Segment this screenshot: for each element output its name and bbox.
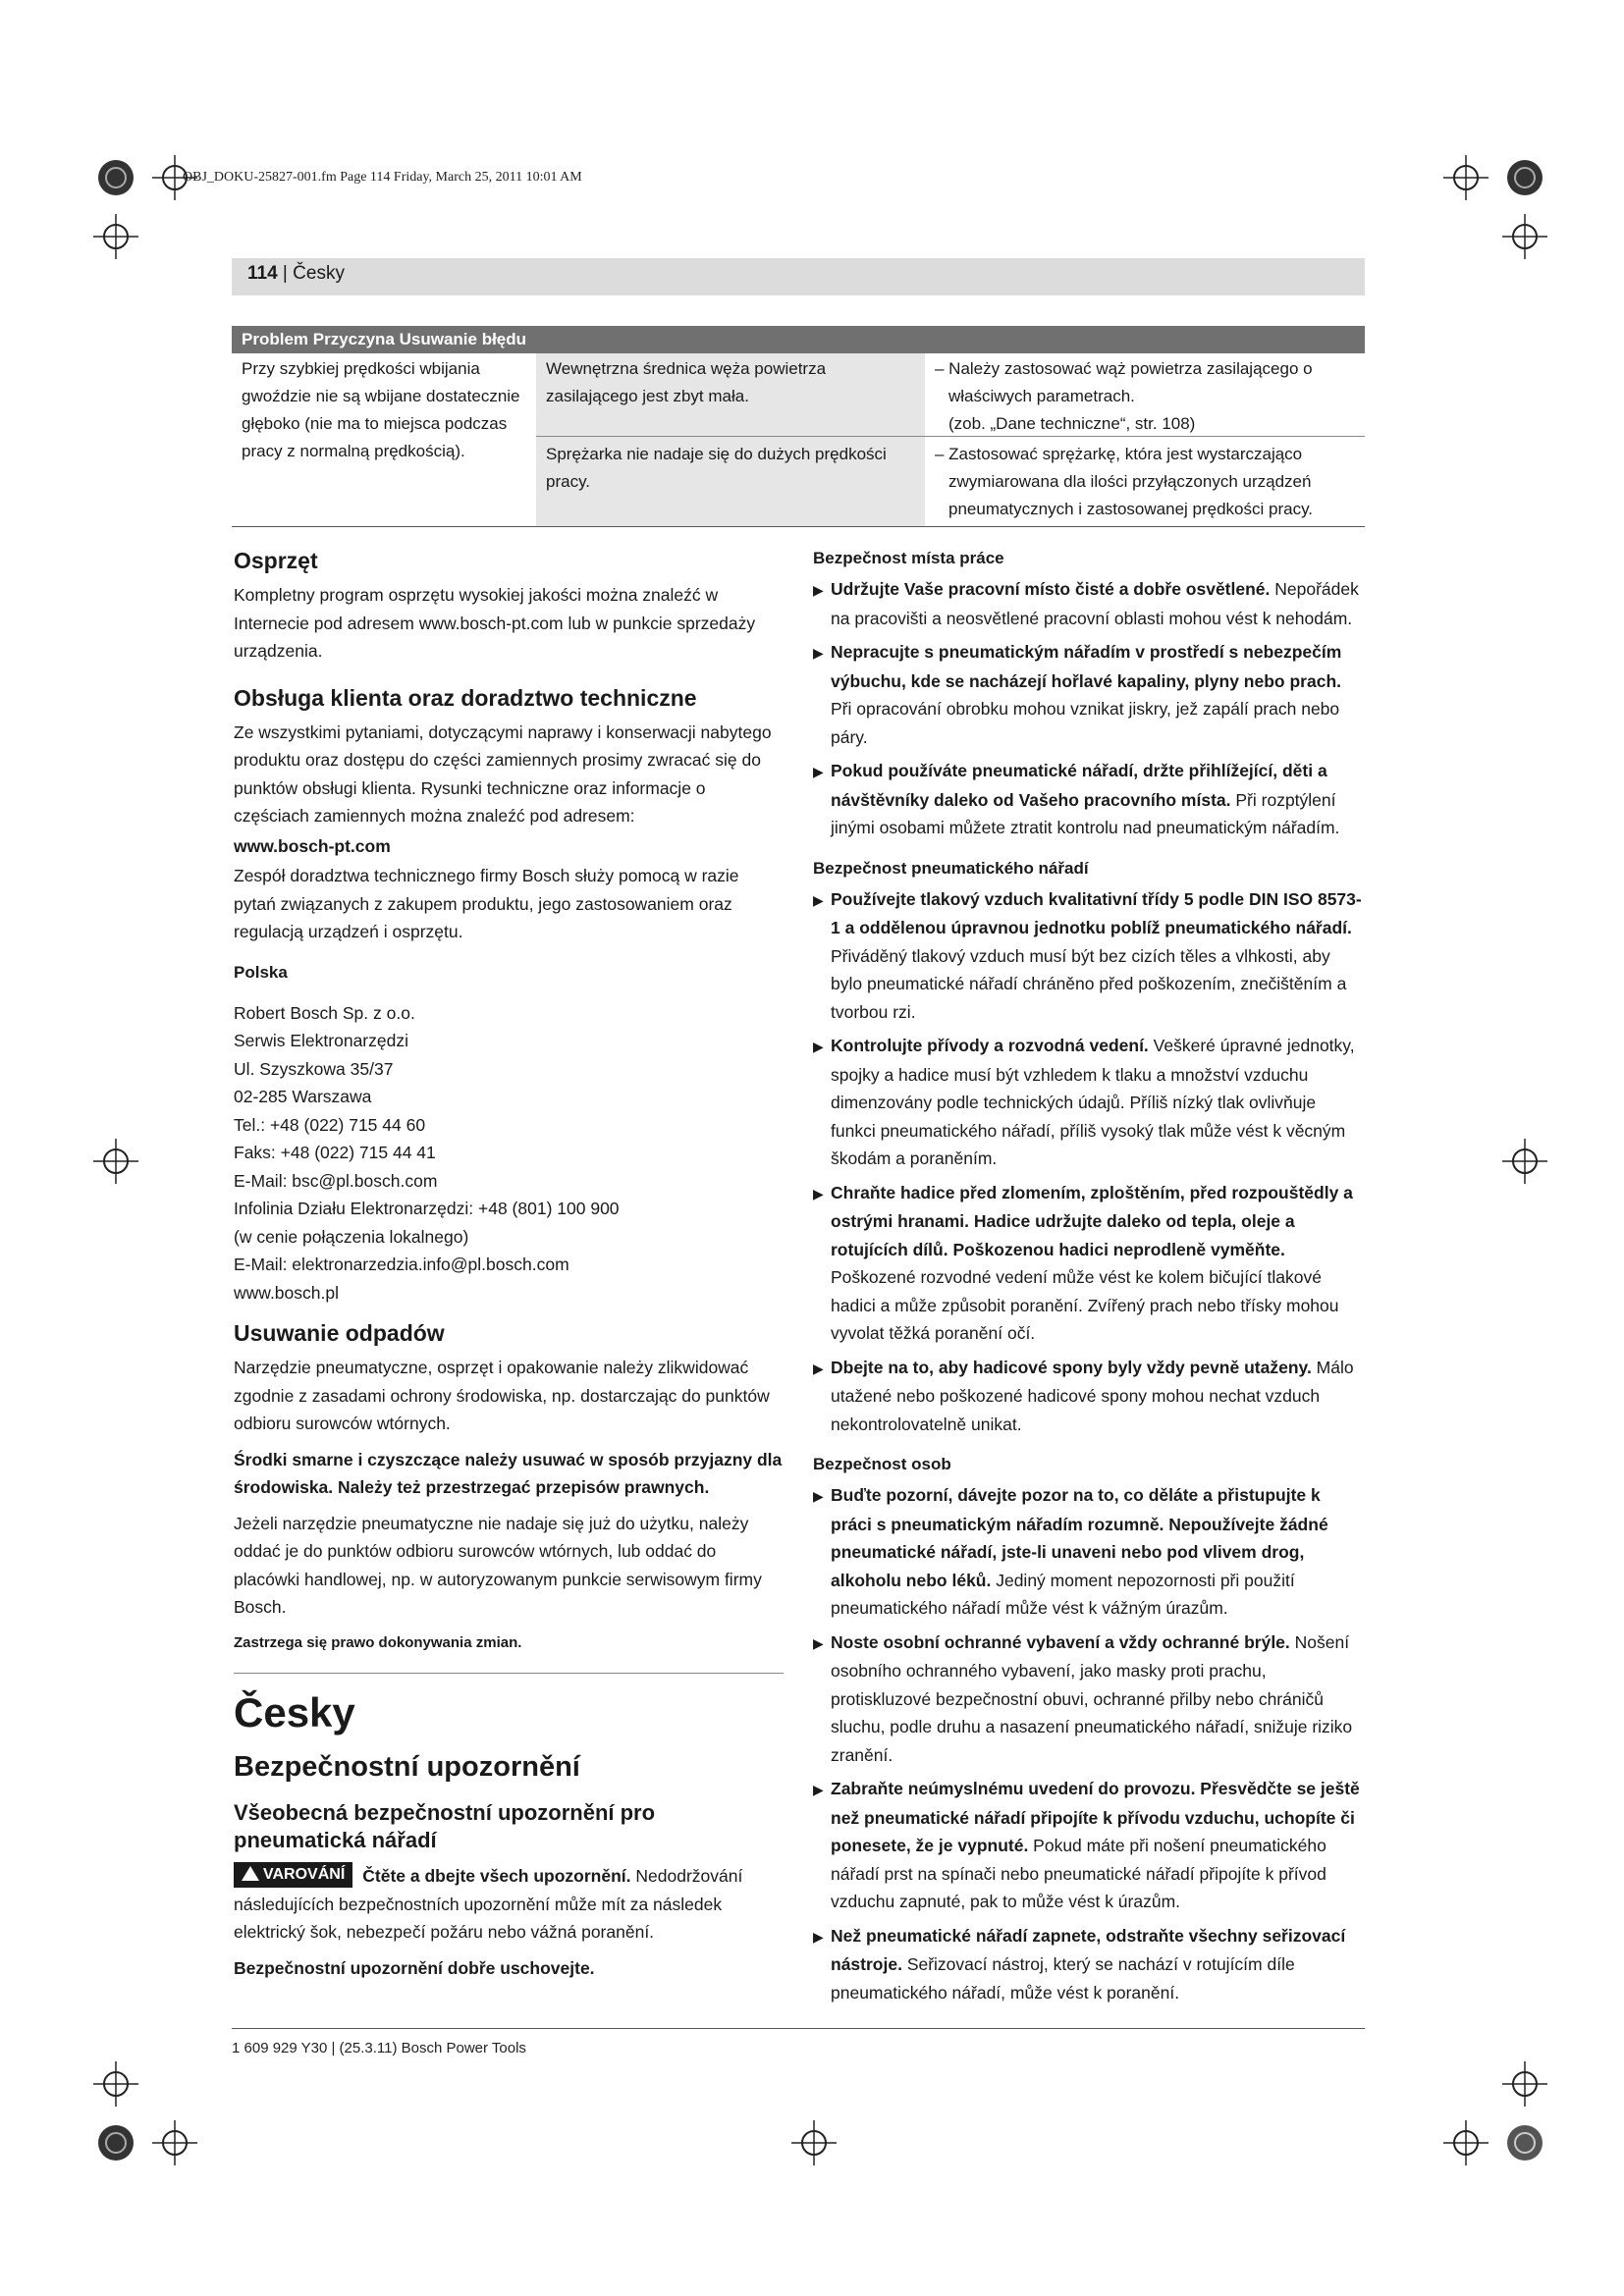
address-line: Serwis Elektronarzędzi — [234, 1031, 408, 1050]
address-line: Ul. Szyszkowa 35/37 — [234, 1058, 394, 1079]
cause-line: Sprężarka nie nadaje się do dużych prędkości — [546, 445, 887, 463]
obsluga-text-2: Zespół doradztwa technicznego firmy Bosch służy pomocą w razie pytań związanych z zakupem produktu, jego zastosowaniem oraz regulacją urządzeń i osprzętu. — [234, 866, 739, 941]
list-item-text: Přiváděný tlakový vzduch musí být bez cizích těles a vlhkosti, aby bylo pneumatické nářadí chráněno před poškozením, znečištěním a tvorbou rzi. — [831, 945, 1347, 1022]
triangle-right-icon: ▶ — [813, 1634, 824, 1651]
keep-instructions: Bezpečnostní upozornění dobře uschovejte. — [234, 1957, 595, 1978]
fix-line: – Zastosować sprężarkę, która jest wystarczająco — [935, 445, 1303, 463]
list-item-bold: Noste osobní ochranné vybavení a vždy ochranné brýle. — [831, 1631, 1290, 1652]
zastrzega-note: Zastrzega się prawo dokonywania zmian. — [234, 1633, 522, 1651]
fix-line: właściwych parametrach. — [948, 387, 1135, 405]
list-item — [813, 1032, 1363, 1173]
registration-mark-ml-cross — [93, 1139, 138, 1184]
page-header-bar — [232, 258, 1365, 295]
registration-mark-mr-cross — [1502, 1139, 1547, 1184]
cause-line: zasilającego jest zbyt mała. — [546, 387, 749, 405]
footer: 1 609 929 Y30 | (25.3.11) Bosch Power Tools — [232, 2040, 526, 2056]
obsluga-heading: Obsługa klienta oraz doradztwo techniczne — [234, 684, 697, 711]
triangle-right-icon: ▶ — [813, 891, 824, 908]
table-header: Problem Przyczyna Usuwanie błędu — [232, 326, 1365, 353]
list-item-text: Seřizovací nástroj, který se nachází v rotujícím díle pneumatického nářadí, může vést k poranění. — [831, 1954, 1295, 2002]
registration-mark-bl-circle — [93, 2120, 138, 2165]
registration-mark-bl-cross — [93, 2061, 138, 2107]
cause-line: pracy. — [546, 472, 591, 491]
list-item-bold: Používejte tlakový vzduch kvalitativní třídy 5 podle DIN ISO 8573-1 a oddělenou úpravnou jednotku poblíž pneumatického nářadí. — [831, 888, 1362, 937]
registration-mark-tl-circle — [93, 155, 138, 200]
list-item — [813, 1775, 1363, 1916]
misto-heading: Bezpečnost místa práce — [813, 549, 1004, 567]
address-line: (w cenie połączenia lokalnego) — [234, 1226, 469, 1247]
list-item-bold: Chraňte hadice před zlomením, zploštěním, před rozpouštědly a ostrými hranami. Hadice udržujte daleko od tepla, oleje a rotujících dílů. Poškozenou hadici neprodleně vyměňte. — [831, 1182, 1353, 1259]
triangle-right-icon: ▶ — [813, 582, 824, 598]
address-line: Robert Bosch Sp. z o.o. — [234, 1002, 415, 1023]
list-item-bold: Než pneumatické nářadí zapnete, odstraňte všechny seřizovací nástroje. — [831, 1925, 1346, 1974]
list-item-text: Pokud máte při nošení pneumatického nářadí prst na spínači nebo pneumatické nářadí připojíte k přívod vzduchu zapnuté, pak to může vést k úrazům. — [831, 1836, 1326, 1911]
list-item — [813, 1922, 1363, 2007]
registration-mark-bc-cross — [791, 2120, 837, 2165]
polska-heading: Polska — [234, 962, 288, 982]
triangle-right-icon: ▶ — [813, 1782, 824, 1797]
triangle-right-icon: ▶ — [813, 764, 824, 779]
registration-mark-tl2-cross — [93, 214, 138, 259]
footer-divider — [232, 2028, 1365, 2029]
list-item-text: Veškeré úpravné jednotky, spojky a hadice musí být vzhledem k tlaku a množství vzduchu dimenzovány podle technických údajů. Příliš nízký tlak ovlivňuje funkci pneumatického nářadí, příliš vysoký tlak může vést k věcným škodám a poraněním. — [831, 1036, 1355, 1168]
list-item-text: Při opracování obrobku mohou vznikat jiskry, jež zapálí prach nebo páry. — [831, 699, 1340, 747]
page-language: Česky — [293, 263, 345, 284]
list-item-bold: Nepracujte s pneumatickým nářadím v prostředí s nebezpečím výbuchu, kde se nacházejí hořlavé kapaliny, plyny nebo prach. — [831, 642, 1342, 691]
registration-mark-tr2-cross — [1502, 214, 1547, 259]
list-item-text: Jediný moment nepozornosti při použití pneumatického nářadí může vést k vážným úrazům. — [831, 1570, 1295, 1618]
address-line: Infolinia Działu Elektronarzędzi: +48 (801) 100 900 — [234, 1199, 620, 1218]
problem-line: Przy szybkiej prędkości wbijania — [242, 359, 480, 378]
left-column — [234, 546, 784, 1990]
right-column — [813, 546, 1363, 2012]
bezpecnostni-title: Bezpečnostní upozornění — [234, 1751, 580, 1783]
address-line: E-Mail: elektronarzedzia.info@pl.bosch.com — [234, 1255, 569, 1274]
triangle-right-icon: ▶ — [813, 645, 824, 661]
list-item — [813, 638, 1363, 751]
list-item-bold: Dbejte na to, aby hadicové spony byly vždy pevně utaženy. — [831, 1357, 1312, 1377]
osprzet-heading: Osprzęt — [234, 548, 318, 573]
warning-text: Nedodržování následujících bezpečnostních upozornění může mít za následek elektrický šok, nebezpečí požáru nebo vážná poranění. — [234, 1866, 743, 1942]
address-line: 02-285 Warszawa — [234, 1087, 372, 1106]
registration-mark-tr-circle — [1502, 155, 1547, 200]
table-cell-fix-2 — [935, 441, 1357, 523]
fix-line: pneumatycznych i zastosowanej prędkości pracy. — [948, 500, 1314, 518]
list-item-text: Nošení osobního ochranného vybavení, jako masky proti prachu, protiskluzové bezpečnostní obuvi, ochranné přilby nebo chráničů sluchu, podle druhu a nasazení pneumatického nářadí, snižuje riziko zranění. — [831, 1631, 1353, 1765]
section-divider — [234, 1673, 784, 1674]
triangle-right-icon: ▶ — [813, 1360, 824, 1376]
warning-triangle-icon — [242, 1866, 259, 1881]
cesky-title: Česky — [234, 1689, 355, 1735]
registration-mark-tr-cross — [1443, 155, 1489, 200]
obsluga-url: www.bosch-pt.com — [234, 835, 391, 856]
list-item — [813, 1354, 1363, 1439]
page-number: 114 | Česky — [247, 263, 345, 284]
warning-badge — [234, 1862, 352, 1888]
fix-line: zwymiarowana dla ilości przyłączonych urządzeń — [948, 472, 1312, 491]
warning-paragraph — [234, 1862, 784, 1947]
list-item — [813, 1179, 1363, 1348]
table-cell-cause-2 — [546, 441, 919, 496]
triangle-right-icon: ▶ — [813, 1488, 824, 1504]
address-line: Faks: +48 (022) 715 44 41 — [234, 1143, 436, 1162]
fix-line: (zob. „Dane techniczne“, str. 108) — [948, 414, 1196, 433]
problem-line: pracy z normalną prędkością). — [242, 442, 465, 460]
usuwanie-text-2: Jeżeli narzędzie pneumatyczne nie nadaje się już do użytku, należy oddać je do punktów odbioru surowców wtórnych, lub oddać do placówki handlowej, np. w autoryzowanym punkcie serwisowym firmy Bosch. — [234, 1513, 762, 1617]
print-header: OBJ_DOKU-25827-001.fm Page 114 Friday, March 25, 2011 10:01 AM — [183, 170, 582, 185]
table-cell-cause-1 — [546, 355, 919, 410]
list-item — [813, 1481, 1363, 1623]
warning-label: VAROVÁNÍ — [263, 1866, 346, 1883]
list-item-text: Při rozptýlení jinými osobami můžete ztratit kontrolu nad pneumatickým nářadím. — [831, 789, 1340, 837]
list-item-bold: Zabraňte neúmyslnému uvedení do provozu. Přesvědčte se ještě než pneumatické nářadí připojíte k přívodu vzduchu, uchopíte či ponesete, že je vypnuté. — [831, 1779, 1360, 1855]
list-item-text: Nepořádek na pracovišti a neosvětlené pracovní oblasti mohou vést k nehodám. — [831, 579, 1359, 628]
list-item — [813, 757, 1363, 842]
page-number-value: 114 — [247, 263, 278, 284]
usuwanie-text: Narzędzie pneumatyczne, osprzęt i opakowanie należy zlikwidować zgodnie z zasadami ochrony środowiska, np. dostarczając do punktów odbioru surowców wtórnych. — [234, 1358, 770, 1433]
fix-line: – Należy zastosować wąż powietrza zasilającego o — [935, 359, 1313, 378]
vseobecna-title: Všeobecná bezpečnostní upozornění pro pneumatická nářadí — [234, 1800, 656, 1852]
address-line: www.bosch.pl — [234, 1282, 339, 1303]
table-cell-fix-1 — [935, 355, 1357, 438]
list-item-bold: Pokud používáte pneumatické nářadí, držte přihlížející, děti a návštěvníky daleko od Vašeho pracovního místa. — [831, 761, 1327, 810]
triangle-right-icon: ▶ — [813, 1185, 824, 1201]
list-item-text: Poškozené rozvodné vedení může vést ke kolem bičující tlakové hadici a může způsobit poranění. Zvířený prach nebo třísky mohou vyvolat těžká poranění očí. — [831, 1267, 1339, 1343]
address-line: E-Mail: bsc@pl.bosch.com — [234, 1170, 438, 1191]
registration-mark-bl2-cross — [152, 2120, 197, 2165]
list-item-bold: Udržujte Vaše pracovní místo čisté a dobře osvětlené. — [831, 579, 1271, 599]
usuwanie-heading: Usuwanie odpadów — [234, 1320, 445, 1346]
obsluga-text: Ze wszystkimi pytaniami, dotyczącymi naprawy i konserwacji nabytego produktu oraz dostępu do części zamiennych prosimy zwracać się do punktów obsługi klienta. Rysunki techniczne oraz informacje o częściach zamiennych można znaleźć pod adresem: — [234, 721, 772, 826]
list-item — [813, 885, 1363, 1027]
naradi-heading: Bezpečnost pneumatického nářadí — [813, 858, 1089, 878]
registration-mark-br-circle — [1502, 2120, 1547, 2165]
registration-mark-br2-cross — [1502, 2061, 1547, 2107]
warning-bold: Čtěte a dbejte všech upozornění. — [362, 1866, 631, 1886]
problem-line: głęboko (nie ma to miejsca podczas — [242, 414, 508, 433]
triangle-right-icon: ▶ — [813, 1039, 824, 1054]
list-item — [813, 1629, 1363, 1770]
list-item-text: Málo utažené nebo poškozené hadicové spony mohou nechat vzduch nekontrolovatelně unikat. — [831, 1357, 1354, 1434]
table-cell-problem — [242, 355, 536, 465]
list-item-bold: Buďte pozorní, dávejte pozor na to, co děláte a přistupujte k práci s pneumatickým nářadím rozumně. Nepoužívejte žádné pneumatické nářadí, jste-li unaveni nebo pod vlivem drog, alkoholu nebo léků. — [831, 1485, 1328, 1590]
address-block — [234, 999, 784, 1308]
registration-mark-br-cross — [1443, 2120, 1489, 2165]
problem-line: gwoździe nie są wbijane dostatecznie — [242, 387, 520, 405]
address-line: Tel.: +48 (022) 715 44 60 — [234, 1114, 426, 1135]
usuwanie-bold: Środki smarne i czyszczące należy usuwać w sposób przyjazny dla środowiska. Należy też przestrzegać przepisów prawnych. — [234, 1449, 783, 1497]
list-item-bold: Kontrolujte přívody a rozvodná vedení. — [831, 1036, 1149, 1055]
osob-heading: Bezpečnost osob — [813, 1455, 951, 1473]
triangle-right-icon: ▶ — [813, 1928, 824, 1945]
osprzet-text: Kompletny program osprzętu wysokiej jakości można znaleźć w Internecie pod adresem www.bosch-pt.com lub w punkcie sprzedaży urządzenia. — [234, 585, 756, 661]
list-item — [813, 575, 1363, 632]
cause-line: Wewnętrzna średnica węża powietrza — [546, 359, 827, 378]
